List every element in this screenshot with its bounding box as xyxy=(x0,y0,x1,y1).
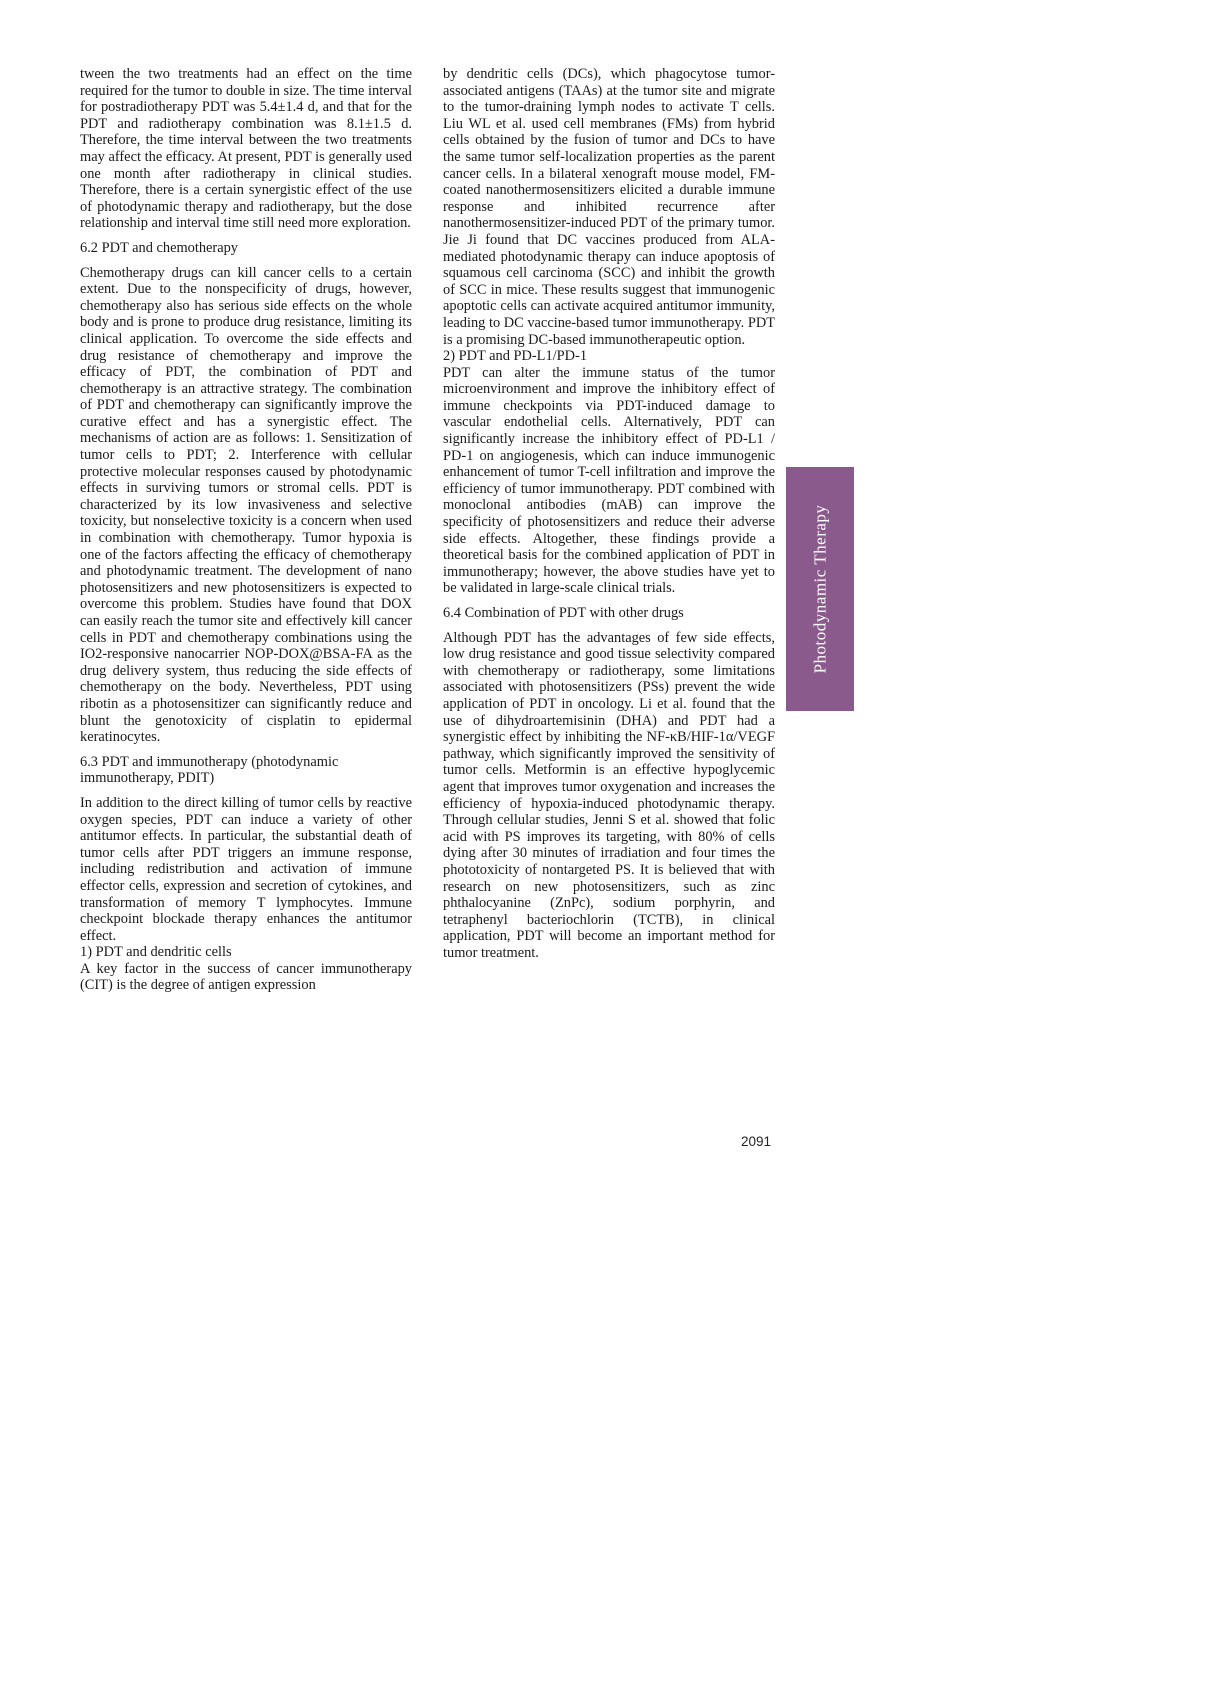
paragraph-dendritic-cells-cont: by dendritic cells (DCs), which phagocytose tumor-associated antigens (TAAs) at the tumor site and migrate to the tumor-draining lymph nodes to activate T cells. Liu WL et al. used cell membranes (FMs) from hybrid cells obtained by the fusion of tumor and DCs to have the same tumor self-localization properties as the parent cancer cells. In a bilateral xenograft mouse model, FM-coated nanothermosensitizers elicited a durable immune response and inhibited recurrence after nanothermosensitizer-induced PDT of the primary tumor. Jie Ji found that DC vaccines produced from ALA-mediated photodynamic therapy can induce apoptosis of squamous cell carcinoma (SCC) and inhibit the growth of SCC in mice. These results suggest that immunogenic apoptotic cells can activate acquired antitumor immunity, leading to DC vaccine-based tumor immunotherapy. PDT is a promising DC-based immunotherapeutic option. xyxy=(443,66,775,348)
left-column xyxy=(80,66,412,994)
paragraph-radiotherapy-conclusion: tween the two treatments had an effect on the time required for the tumor to double in size. The time interval for postradiotherapy PDT was 5.4±1.4 d, and that for the PDT and radiotherapy combination was 8.1±1.5 d. Therefore, the time interval between the two treatments may affect the efficacy. At present, PDT is generally used one month after radiotherapy in clinical studies. Therefore, there is a certain synergistic effect of the use of photodynamic therapy and radiotherapy, but the dose relationship and interval time still need more exploration. xyxy=(80,66,412,232)
section-heading-6-4: 6.4 Combination of PDT with other drugs xyxy=(443,605,684,621)
page-number: 2091 xyxy=(741,1134,772,1149)
section-heading-6-3: 6.3 PDT and immunotherapy (photodynamic immunotherapy, PDIT) xyxy=(80,753,339,787)
subheading-dendritic-cells: 1) PDT and dendritic cells xyxy=(80,944,232,961)
paragraph-other-drugs: Although PDT has the advantages of few side effects, low drug resistance and good tissue selectivity compared with chemotherapy or radiotherapy, some limitations associated with photosensitizers (PSs) prevent the wide application of PDT in oncology. Li et al. found that the use of dihydroartemisinin (DHA) and PDT had a synergistic effect by inhibiting the NF-κB/HIF-1α/VEGF pathway, which significantly improved the sensitivity of tumor cells. Metformin is an effective hypoglycemic agent that improves tumor oxygenation and increases the efficiency of hypoxia-induced photodynamic therapy. Through cellular studies, Jenni S et al. showed that folic acid with PS improves its targeting, with 80% of cells dying after 30 minutes of irradiation and four times the phototoxicity of nontargeted PS. It is believed that with research on new photosensitizers, such as zinc phthalocyanine (ZnPc), sodium porphyrin, and tetraphenyl bacteriochlorin (TCTB), in clinical application, PDT will become an important method for tumor treatment. xyxy=(443,629,775,961)
right-column xyxy=(443,66,775,961)
subheading-pd-l1: 2) PDT and PD-L1/PD-1 xyxy=(443,348,588,365)
paragraph-dendritic-cells-start: A key factor in the success of cancer immunotherapy (CIT) is the degree of antigen expression xyxy=(80,960,412,994)
paragraph-pd-l1: PDT can alter the immune status of the tumor microenvironment and improve the inhibitory effect of immune checkpoints via PDT-induced damage to vascular endothelial cells. Alternatively, PDT can significantly increase the inhibitory effect of PD-L1 / PD-1 on angiogenesis, which can induce immunogenic enhancement of tumor T-cell infiltration and improve the efficiency of tumor immunotherapy. PDT combined with monoclonal antibodies (mAB) can improve the specificity of photosensitizers and reduce their adverse side effects. Altogether, these findings provide a theoretical basis for the combined application of PDT in immunotherapy; however, the above studies have yet to be validated in large-scale clinical trials. xyxy=(443,364,775,597)
side-tab-label: Photodynamic Therapy xyxy=(810,504,830,674)
section-heading-6-2: 6.2 PDT and chemotherapy xyxy=(80,239,238,256)
paragraph-chemotherapy: Chemotherapy drugs can kill cancer cells to a certain extent. Due to the nonspecificity of drugs, however, chemotherapy also has serious side effects on the whole body and is prone to produce drug resistance, limiting its clinical application. To overcome the side effects and drug resistance of chemotherapy and improve the efficacy of PDT, the combination of PDT and chemotherapy is an attractive strategy. The combination of PDT and chemotherapy can significantly improve the curative effect and has a synergistic effect. The mechanisms of action are as follows: 1. Sensitization of tumor cells to PDT; 2. Interference with cellular protective molecular responses caused by photodynamic effects in surviving tumors or stromal cells. PDT is characterized by its low invasiveness and selective toxicity, but nonselective toxicity is a concern when used in combination with chemotherapy. Tumor hypoxia is one of the factors affecting the efficacy of chemotherapy and photodynamic treatment. The development of nano photosensitizers and new photosensitizers is expected to overcome this problem. Studies have found that DOX can easily reach the tumor site and effectively kill cancer cells in PDT and chemotherapy combinations using the IO2-responsive nanocarrier NOP-DOX@BSA-FA as the drug delivery system, thus reducing the side effects of chemotherapy on the body. Nevertheless, PDT using ribotin as a photosensitizer can significantly reduce and blunt the genotoxicity of cisplatin to epidermal keratinocytes. xyxy=(80,264,412,746)
section-side-tab xyxy=(786,467,854,711)
paragraph-immunotherapy: In addition to the direct killing of tumor cells by reactive oxygen species, PDT can induce a variety of other antitumor effects. In particular, the substantial death of tumor cells after PDT triggers an immune response, including redistribution and activation of immune effector cells, expression and secretion of cytokines, and transformation of memory T lymphocytes. Immune checkpoint blockade therapy enhances the antitumor effect. xyxy=(80,794,412,944)
